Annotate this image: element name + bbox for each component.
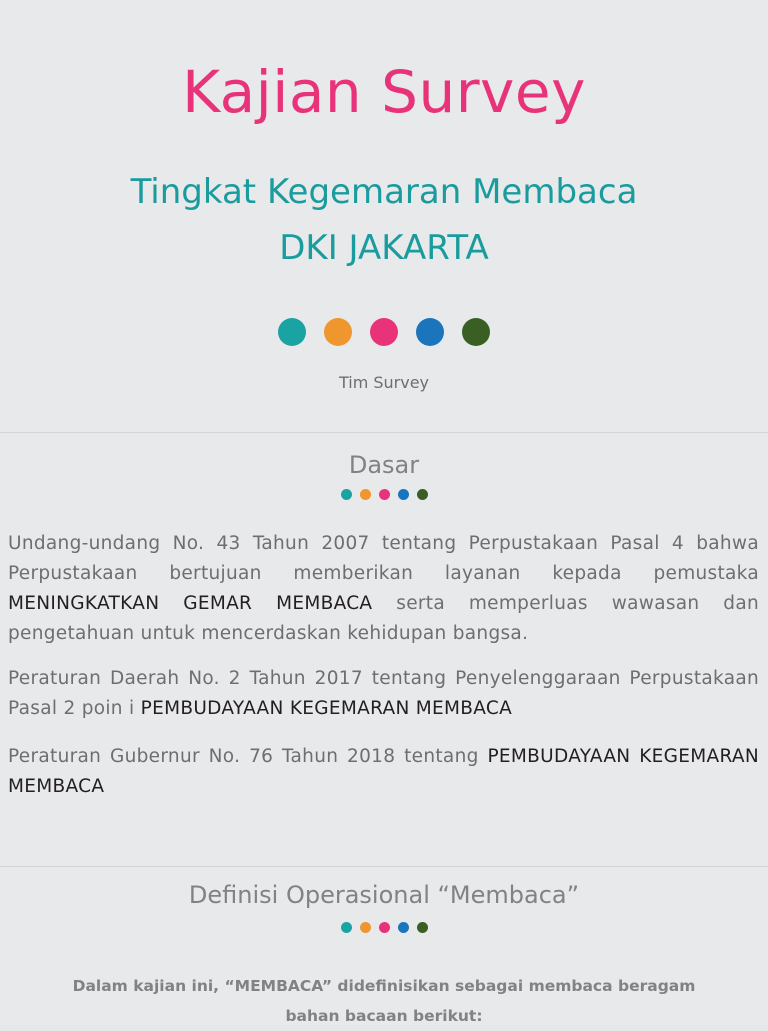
dot-teal (341, 922, 352, 933)
dot-orange (324, 318, 352, 346)
dot-blue (398, 489, 409, 500)
dot-pink (379, 922, 390, 933)
subtitle-line-1: Tingkat Kegemaran Membaca (130, 172, 638, 212)
dot-pink (379, 489, 390, 500)
definisi-slide (0, 866, 768, 1025)
paragraph-undang-undang (8, 529, 759, 649)
paragraph-highlight: MENINGKATKAN GEMAR MEMBACA (8, 593, 373, 614)
section-heading: Definisi Operasional “Membaca” (188, 881, 580, 909)
section-heading: Dasar (348, 451, 420, 479)
dot-teal (278, 318, 306, 346)
dot-green (462, 318, 490, 346)
decorative-dots-small (0, 922, 768, 933)
author-label: Tim Survey (338, 373, 430, 392)
paragraph-highlight: PEMBUDAYAAN KEGEMARAN MEMBACA (140, 698, 513, 719)
dot-teal (341, 489, 352, 500)
dot-green (417, 489, 428, 500)
paragraph-perda (8, 664, 759, 724)
definition-line-2: bahan bacaan berikut: (285, 1007, 483, 1025)
paragraph-highlight: PEMBUDAYAAN KEGEMARAN MEMBACA (8, 746, 759, 797)
subtitle-line-2: DKI JAKARTA (279, 228, 489, 268)
paragraph-text: Peraturan Daerah No. 2 Tahun 2017 tentang Penyelenggaraan Perpustakaan Pasal 2 poin i (8, 668, 759, 719)
dot-blue (416, 318, 444, 346)
cover-slide (0, 0, 768, 432)
paragraph-pergub (8, 742, 759, 802)
definition-text (40, 971, 728, 1031)
slide-title: Kajian Survey (182, 58, 586, 126)
paragraph-text: Peraturan Gubernur No. 76 Tahun 2018 tentang (8, 746, 488, 767)
decorative-dots (0, 318, 768, 346)
slide-subtitle (0, 164, 768, 276)
dot-green (417, 922, 428, 933)
definition-line-1: Dalam kajian ini, “MEMBACA” didefinisikan sebagai membaca beragam (72, 977, 696, 995)
dasar-slide (0, 432, 768, 866)
dot-orange (360, 922, 371, 933)
dot-pink (370, 318, 398, 346)
dot-orange (360, 489, 371, 500)
paragraph-text: Undang-undang No. 43 Tahun 2007 tentang Perpustakaan Pasal 4 bahwa Perpustakaan bertujuan memberikan layanan kepada pemustaka (8, 533, 759, 584)
dot-blue (398, 922, 409, 933)
decorative-dots-small (0, 489, 768, 500)
paragraph-text-rest: serta memperluas wawasan dan pengetahuan untuk mencerdaskan kehidupan bangsa. (8, 593, 760, 644)
